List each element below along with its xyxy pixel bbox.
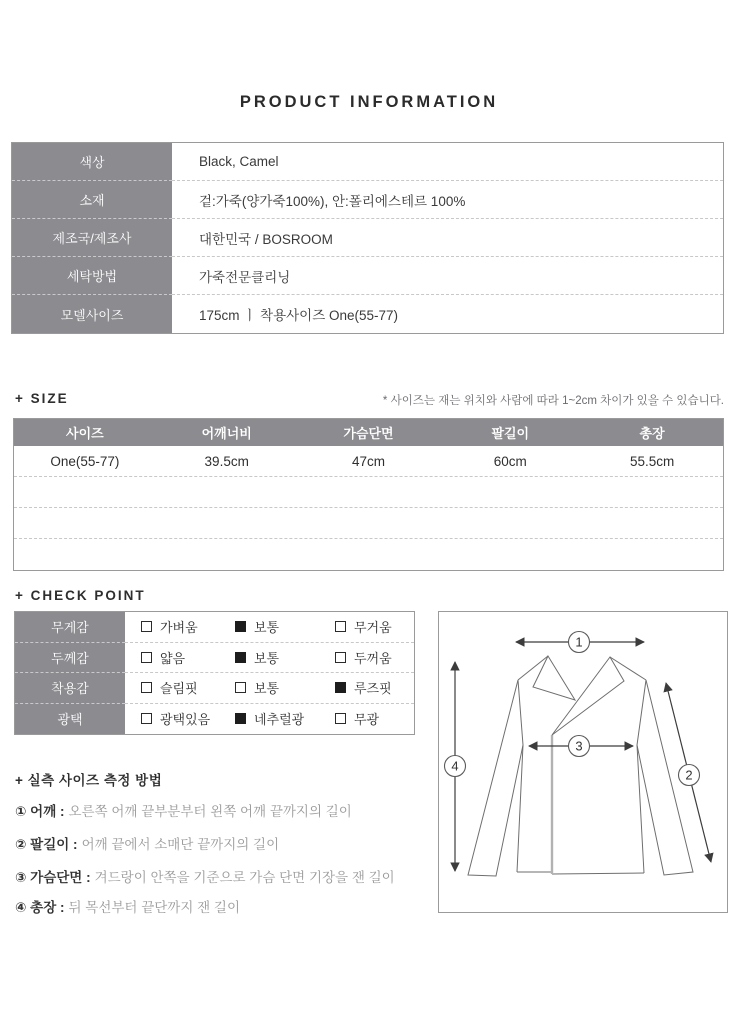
info-value-model-size: 175cm ㅣ 착용사이즈 One(55-77) bbox=[172, 295, 723, 333]
product-info-table bbox=[11, 142, 724, 334]
check-option bbox=[235, 678, 335, 697]
check-option-label: 슬림핏 bbox=[160, 681, 198, 697]
check-option-label: 네추럴광 bbox=[254, 712, 305, 728]
checkbox-icon bbox=[235, 652, 246, 663]
marker-1: 1 bbox=[575, 634, 583, 650]
size-col-header: 사이즈 bbox=[66, 426, 104, 441]
measure-desc: 어깨 끝에서 소매단 끝까지의 길이 bbox=[81, 837, 280, 852]
table-row bbox=[12, 181, 723, 219]
checkbox-icon bbox=[141, 652, 152, 663]
marker-4: 4 bbox=[451, 758, 459, 774]
checkbox-icon bbox=[335, 652, 346, 663]
size-col-header: 팔길이 bbox=[491, 426, 530, 441]
check-option-label: 가벼움 bbox=[160, 620, 198, 636]
check-option-label: 루즈핏 bbox=[354, 681, 392, 697]
check-option-label: 보통 bbox=[254, 681, 280, 697]
size-col-header: 총장 bbox=[639, 426, 665, 441]
size-cell: 55.5cm bbox=[629, 453, 675, 469]
measure-method-heading: + 실측 사이즈 측정 방법 bbox=[15, 773, 163, 788]
table-row bbox=[12, 295, 723, 333]
size-section-heading: + SIZE bbox=[15, 391, 69, 406]
size-note: * 사이즈는 재는 위치와 사람에 따라 1~2cm 차이가 있을 수 있습니다. bbox=[382, 395, 724, 407]
size-cell: One(55-77) bbox=[50, 453, 120, 469]
page-title: PRODUCT INFORMATION bbox=[239, 93, 499, 111]
check-option bbox=[335, 709, 414, 728]
info-value-manufacturer: 대한민국 / BOSROOM bbox=[172, 219, 723, 257]
checkbox-icon bbox=[235, 621, 246, 632]
check-option bbox=[235, 648, 335, 667]
checkbox-icon bbox=[335, 682, 346, 693]
check-option bbox=[141, 709, 235, 728]
size-empty-row bbox=[14, 477, 723, 508]
check-option bbox=[141, 617, 235, 636]
check-option-label: 보통 bbox=[254, 620, 280, 636]
check-option-label: 무거움 bbox=[354, 620, 392, 636]
size-table bbox=[13, 418, 724, 571]
jacket-outline bbox=[468, 656, 693, 876]
table-row bbox=[12, 257, 723, 295]
checkbox-icon bbox=[335, 713, 346, 724]
size-empty-row bbox=[14, 539, 723, 570]
measurement-diagram bbox=[438, 611, 728, 913]
measure-desc: 오른쪽 어깨 끝부분부터 왼쪽 어깨 끝까지의 길이 bbox=[68, 804, 352, 819]
size-cell: 47cm bbox=[351, 453, 385, 469]
table-row bbox=[15, 643, 414, 674]
marker-3: 3 bbox=[575, 738, 583, 754]
check-option-label: 보통 bbox=[254, 650, 280, 666]
size-col-header: 가슴단면 bbox=[343, 426, 394, 441]
measure-term: ④ 총장 : bbox=[15, 900, 65, 915]
check-point-table bbox=[14, 611, 415, 735]
checkbox-icon bbox=[335, 621, 346, 632]
check-point-heading: + CHECK POINT bbox=[15, 588, 146, 603]
check-option bbox=[335, 678, 414, 697]
check-options bbox=[125, 643, 414, 674]
jacket-diagram-svg bbox=[439, 612, 727, 912]
check-options bbox=[125, 612, 414, 643]
info-label-washing: 세탁방법 bbox=[12, 257, 172, 295]
measure-item-chest bbox=[15, 866, 395, 886]
checkbox-icon bbox=[235, 682, 246, 693]
measure-term: ③ 가슴단면 : bbox=[15, 870, 91, 885]
table-row bbox=[12, 143, 723, 181]
check-option bbox=[141, 678, 235, 697]
info-label-manufacturer: 제조국/제조사 bbox=[12, 219, 172, 257]
check-option-label: 광택있음 bbox=[160, 712, 211, 728]
measure-desc: 겨드랑이 안쪽을 기준으로 가슴 단면 기장을 잰 길이 bbox=[94, 870, 395, 885]
check-option bbox=[335, 617, 414, 636]
size-cell: 60cm bbox=[493, 453, 527, 469]
check-options bbox=[125, 673, 414, 704]
size-col-header: 어깨너비 bbox=[201, 426, 252, 441]
info-value-washing: 가죽전문클리닝 bbox=[172, 257, 723, 295]
check-label-gloss: 광택 bbox=[15, 704, 125, 735]
table-row bbox=[15, 612, 414, 643]
measurement-arrows bbox=[455, 642, 711, 871]
info-value-material: 겉:가죽(양가죽100%), 안:폴리에스테르 100% bbox=[172, 181, 723, 219]
check-option-label: 얇음 bbox=[160, 650, 186, 666]
table-row bbox=[15, 673, 414, 704]
measure-term: ① 어깨 : bbox=[15, 804, 65, 819]
check-option bbox=[141, 648, 235, 667]
info-label-material: 소재 bbox=[12, 181, 172, 219]
measure-item-sleeve bbox=[15, 833, 279, 853]
check-label-thickness: 두께감 bbox=[15, 643, 125, 674]
check-option bbox=[235, 617, 335, 636]
checkbox-icon bbox=[141, 713, 152, 724]
check-option bbox=[335, 648, 414, 667]
check-option-label: 무광 bbox=[354, 712, 380, 728]
table-row bbox=[12, 219, 723, 257]
check-label-fit: 착용감 bbox=[15, 673, 125, 704]
measure-item-length bbox=[15, 896, 240, 916]
table-row bbox=[15, 704, 414, 735]
size-empty-row bbox=[14, 508, 723, 539]
checkbox-icon bbox=[235, 713, 246, 724]
info-value-color: Black, Camel bbox=[172, 143, 723, 181]
check-option bbox=[235, 709, 335, 728]
measure-item-shoulder bbox=[15, 800, 352, 820]
measure-desc: 뒤 목선부터 끝단까지 잰 길이 bbox=[68, 900, 241, 915]
size-table-header bbox=[14, 419, 723, 446]
size-data-row bbox=[14, 446, 723, 477]
checkbox-icon bbox=[141, 682, 152, 693]
measure-term: ② 팔길이 : bbox=[15, 837, 78, 852]
marker-2: 2 bbox=[685, 767, 693, 783]
check-options bbox=[125, 704, 414, 735]
check-label-weight: 무게감 bbox=[15, 612, 125, 643]
check-option-label: 두꺼움 bbox=[354, 650, 392, 666]
info-label-color: 색상 bbox=[12, 143, 172, 181]
info-label-model-size: 모델사이즈 bbox=[12, 295, 172, 333]
checkbox-icon bbox=[141, 621, 152, 632]
size-cell: 39.5cm bbox=[204, 453, 249, 469]
